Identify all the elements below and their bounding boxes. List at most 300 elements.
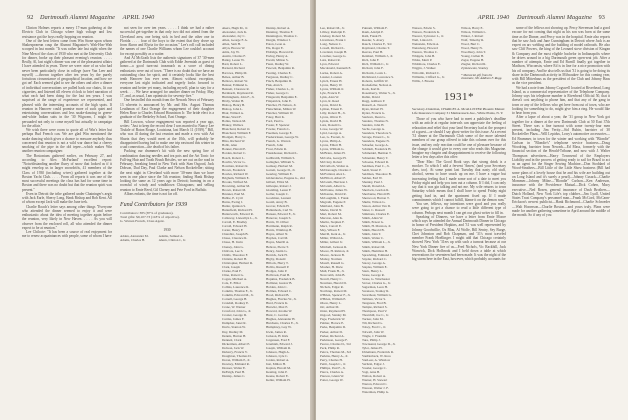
contributor-name: Collins, Laurence R. [222,285,250,289]
contributor-name: Adams, Charles H. [120,237,146,242]
contributor-name: Birmingham, John F., Jr. [222,94,255,99]
contributor-name: Sherlock, Gordon R. [362,187,390,192]
contributor-name: Stone, George R. [362,272,385,277]
page-header [22,14,154,21]
contributor-name: Fredericksen, George W. [266,135,299,140]
contributor-name: McElliott, Albert F. [320,175,346,180]
contributor-name: Ryder, Francis G. [362,110,386,115]
contributor-name: Goller, Joseph C. [266,191,289,196]
contributor-name: Tucker, John M. [362,317,384,322]
contributor-name: Moore, Jackson B. [320,252,345,257]
page-number: 92 [27,14,34,21]
contributor-name: Watson, Edwin S. [412,26,436,30]
contributor-name: Warner, H. Stewart [362,378,388,383]
contributor-name: Chandler, Joseph B. [222,232,249,237]
contributor-name: Pettit, Joseph C., Jr. [320,361,347,366]
contributor-name: Lynch, Ernest H. [320,78,343,83]
contributor-name: Brunner, Paul M. [222,191,245,196]
contributor-name: Perry, Charles H. [320,357,343,362]
contributor-name: Fletcher, H. Nelson, Jr. [266,102,297,107]
contributor-name: Bishop, John L. [222,106,243,111]
contributor-name: Hollister, Gustav B. [266,280,293,285]
contributor-name: Dampher, Janet R. [222,321,247,326]
contributor-name: Smith, Hamilton H. [362,248,389,253]
article-paragraph: Lee Chilcote: "It has been a source of real enjoyment for me to renew acquaintances with people, some of whom I have [22,230,112,239]
contributor-name: Henry, Justin G. [266,248,288,253]
contributor-list [320,26,360,382]
contributor-name: Shanley, Paul J. [362,179,383,184]
contributor-name: Seidman, Theodore B. [362,171,392,176]
article-paragraph: We had a note from Johnny Cogswell located at Riverhead, Long Island, as a commercial representative of the Telephone Company. Johnny says his telephone number is Riverhead Official 50, that it doesn't cost anything to phone him, and that any of the gang in town or any of the fellows who get here from out of town, who are looking for something to do, might give him a ring. He would like to hear from you. [512,85,610,115]
contributor-name: Just, Milton H. [266,361,286,366]
contributor-name: Grover, Edwin H. [266,204,290,209]
contributor-name: Phillips, Paul F., Jr. [320,365,346,370]
article-paragraph: Packing our drummer's kit with the new spring line of combination dancing needles and tea pots and the Art Tonic for Fall-ing Hair and Tooth Brush Bristles, we are out on the road in February, breaking bread in New York with Stan Osgood, Jack Dobson, Dud Day, Paul Clarke and Nelson Rockefeller; sitting the next night in Cleveland with more '30-men than we have seen in one place since the 5th reunion; finding Hank Bishop looking the same as 12 years ago in Detroit; burning in on a roomful of windy and windblown Chicagoans; and selling reunion to Ernie Reed, Gil Cheney and Pete Ford in Buffalo. [120,149,214,192]
contributor-name: McBrien, James H. [320,151,346,156]
contributor-name: Crosier, George D. [222,313,247,318]
contributor-name: Hodges, John P. [266,268,288,273]
fund-year: 1930 [163,227,171,232]
contributor-name: Lindsay, Robert M. [320,34,346,39]
contributor-name: Herrick, Jack H. [266,252,288,257]
contributor-name: Woodbury, John T. [461,50,486,55]
contributor-name: Rosenberry, Walter S., Jr. [362,90,396,95]
contributor-name: Bennett, Clarence R. [222,86,250,91]
contributor-name: Verlizzi, Edgar J. [362,361,385,366]
contributor-name: Smith, Harold B. [362,228,385,233]
contributor-name: Clark, Joseph [222,264,240,269]
contributor-name: Swanson, Stanley R. [362,289,390,294]
contributor-name: Rubin, David [362,94,380,99]
contributor-name: Hunt, C. Gordon [266,313,289,318]
contributor-name: Eaton, Leon A. [266,42,286,47]
contributor-name: Rich, John F. [362,58,380,63]
contributor-name: Parker, Arthur D. [320,329,343,334]
contributor-name: McFarland, Alex L. [320,171,347,176]
article-paragraph: some of the fellows not showing up. Percy Stevenson had a good excuse for not coming that night as his son was born at the same time as the Dinner, and Percy was in the hospital. Ernie also reports that he saw Jack and Jane Cunningham in Detroit where Jack is an expert on arc welding and the building of model railroads. He also saw Cliff Powers, the king of the Leonard stove division of Kingan & Company and the most eligible bachelor in Indianapolis where he drives around in a big Dartmouth green open-seat job. After a number of attempts, Ernie and Ed Burrill finally got together in Madison, Wisconsin, where Ed is in line for a nice promotion with his oil company. And he also tells us that '31 is going to be doing its share in the Dartmouth activity in Milwaukee for this coming year, with Bill Mitterhaus as the president of the Club and Johnny Haas as the vice president. [512,26,610,86]
contributor-name: McIlvaine, James W. [320,187,348,192]
contributor-name: Pierson, Glenn W. [320,374,344,379]
contributor-name: Stover, Charles G., Jr. [362,280,391,285]
contributor-name: Ford, Paul G. [266,119,284,124]
contributor-name: Russell, A. Newell [362,102,387,107]
contributor-name: Richard, John F. [362,66,384,71]
contributor-name: Hayes, Albert N. [266,232,289,237]
contributor-name: Sisson, Arthur Van D. [362,204,391,209]
contributor-name: Goodman, Laurent [266,195,291,200]
contributor-name: Richards, Louis L. [362,70,387,75]
contributor-name: Motley, Norman [320,256,342,261]
contributor-name: Lee, G. Everett, Jr. [320,135,345,140]
contributor-name: Williams, Clifford G., Jr. [412,74,445,79]
contributor-name: Browning, Arthur M. [222,183,251,188]
contributor-name: Frost, Edwin R. [266,147,287,152]
contributor-name: Lyons, David K. [320,102,342,107]
contributor-name: Hillock, Harry T. [266,260,289,265]
contributor-name: Zynkiewski, Stanley [461,66,489,71]
contributor-name: Putnam, William F. [362,26,388,30]
contributor-name: Chilcote, Lee S. [222,248,244,253]
class-heading: 1931* [444,90,474,103]
contributor-name: Sachs, George A. [362,127,385,132]
contributor-name: VanDerbeck, W. Ross [362,353,391,358]
contributor-name: Fletcher, William W. [266,110,294,115]
contributor-name: Bubbe, E. Cyril [222,195,243,200]
contributor-name: Brigham, William E. [222,175,250,180]
contributor-name: Sugarman, Leon H. [362,285,388,289]
contributor-name: Sanborn, Dean G. [362,115,386,120]
contributor-name: Weil, Linton D. [412,38,433,43]
contributor-name: Blodgett, Harry L. [222,135,247,140]
contributor-name: Gallbraith, William S. [266,155,296,160]
contributor-name: Weinstein, Edwin A. [412,42,440,47]
contributor-name: Gillespie, Robert J. [266,183,292,188]
contributor-name: Lyons, Henry W. [320,82,343,87]
contributor-name: Carroll, Edward H. [222,224,248,229]
contributor-name: Mart, Robert M. [320,212,342,217]
contributor-name: Hansen, Edward F., Jr. [266,212,296,217]
contributor-name: Stacey, George A. [362,260,386,265]
contributor-name: Bard, Robert L. [222,62,243,67]
contributor-name: Bishop, Henry B. [222,102,246,107]
contributor-name: Chase, Clarence R. [222,236,248,241]
article-paragraph: Those of you who have had to meet a publisher's deadline with an article at regular intervals can appreciate the feeling of relaxation and relief that your land Secretary had at the prospect of a guest—or should I say ghost-writer for this issue. At a recent '31 dinner at the Dartmouth Club some of the more talented members of our group offered to take this column over for this issue, and my only reaction could be one of pleasure because of the change it would give to every one who reads this Magazine. Imagine my chagrin and disappointment to receive the following letter a few days after this offer: [412,117,506,160]
contributor-name: Thompson, Paul V. [362,309,388,314]
contributor-name: Brooks, Wilfred M. [222,179,248,184]
contributor-name: Miller, Willard A. [320,236,344,241]
contributor-name: Mosher, H. Drew [320,264,343,269]
contributor-name: Dunning, Thomas F. [266,30,293,35]
contributor-name: Downey, Edmund R. [222,361,250,366]
contributor-name: Doughton, Thomas D. [222,353,252,358]
contributor-name: Carroll, E. Bradley [222,220,248,225]
contributor-name: Lee, Robert M., Jr. [320,26,345,30]
contributor-name: Dickerman, Albert E. [222,341,251,346]
contributor-name: Dennis, Burton H. [222,333,247,338]
contributor-name: Holden, John C. [266,285,288,289]
contributor-name: Tingle, J. Franklin [362,333,387,338]
contributor-name: Adams, Samuel A. [158,233,184,238]
contributor-name: Newcomb, John B. [320,272,346,277]
contributor-name: Kaplan, Harold M. [266,365,291,370]
contributor-name: Hallenbeck, Carl W. [266,208,293,213]
contributor-name: Northrup, Robert M. [320,289,348,294]
contributor-name: Nichols, Edgar R. [320,285,344,289]
contributor-name: Smith, Ernest G. [362,220,384,225]
contributor-name: Lyons, William G. [320,147,345,152]
contributor-name: Smith, John T. [362,232,382,237]
contributor-name: Stone, G. Winchester [362,276,391,281]
article-paragraph: One of the best letters came from Win Stone upon whom Shakespearean coup the Alumni Magazine's Wah-Hoo-Wah scooped in last month: "It was rather late last night when the Nine Men of the class of 1930 who met at the University Club for dinner, broke up their pleasant evening's reunion. . . . . Really, Al, last night's dinner was one of the pleasantest affairs I have attended in years. There we were: nine of us who had never been particularly close in college (save Van Leer and myself) —thrown together after ten years by the purely fortuitous circumstance of geographical location, and how we got on! Each seemed glad to see the others and after a dinner of individual conversations we pulled back our chairs, lit our cigarettes, and listened till eleven o'clock to brief narration of what each had been doing for the last ten years. I was surprised at the range of experience we represented, and pleased with the interesting accounts of the high spots. If reunion in Hanover could promise more of such quiet and entertaining conversations and less snake-dancing in green-and-white Indian suits in the '30 Wigwam, I might be persuaded not only to come myself but actually to campaign for the affair." [22,38,112,128]
article-paragraph: Bill Lowson, whose engagement was reported a year ago, writes: "Just to keep the record clear I was married to Nancy Lee Tisdale of Baton Rouge, Louisiana, last March 11 (1939)." Bill, who was ill during the last reunion and made a vow with Art Shurtz that they would meet at the 10th, will probably be disappointed having had to make one trip eastward this winter in a sad connection—the death of his father. [120,119,214,149]
contributor-name: Tyler, James H. [362,345,383,350]
article-paragraph: You see, fellows, my intentions were good and you really were going to get a chance to read a little different type of column. Perhaps next month I can get our ghost writer to fill in. [412,202,506,215]
contributor-name: Benner, Edmund G. [222,82,249,87]
contributor-name: Schaefer, George A. [362,143,389,148]
article-paragraph: One bestrolled this month from the Newark News of February 13 wherein is announced by Mr. and Mrs. August Thomas Leuthman of East Orange the engagement of their daughter Helen Rose to Charles Edward Houniston Jr. The bride elect is a graduate of the Berkeley School, East Orange. [120,98,214,120]
contributor-name: Rauh, Adolph P. [362,30,384,35]
page-number: 93 [598,14,605,21]
contributor-name: Fowler, Francis L. [266,127,291,132]
contributor-name: Day, Dudley M. [222,329,244,334]
contributor-name: Ewald, Milton S. [266,58,289,63]
contributor-name: Holbrook, Paul B. [266,272,290,277]
contributor-name: Butler, Quinton S. [222,204,247,209]
contributor-list [266,26,308,382]
article-column [120,26,214,242]
contributor-name: Hayden, Carl M. [266,236,289,241]
contributor-name: Ela, Roger E. [266,46,284,51]
contributor-name: Hayes, Merrill A. [266,240,290,245]
contributor-name: Gould, Avery B. [266,200,288,205]
contributor-name: Fawcett, Benjamin R. [266,66,295,71]
fund-class-agent: G. Warren French, Class Agent. [120,219,165,224]
contributor-name: Schneider, Henry T. [362,155,389,160]
contributor-name: Weissberg, Howard [412,46,438,51]
magazine-title: Dartmouth Alumni Magazine [517,14,592,21]
contributor-name: Christie, Robert H. [222,256,248,261]
contributor-name: Ziegler, Richard R. [461,62,487,67]
contributor-name: Keene, Robert E. [266,374,289,379]
contributor-name: Cogan, Michael A. [222,276,247,281]
contributor-name: Finch, Benjamin D. [266,78,293,83]
article-column [22,26,112,239]
contributor-name: Howard, Jerome W. [266,309,293,314]
contributor-name: Joseph, William R. [266,345,292,350]
contributor-name: Alexander, Jack K. [222,30,248,35]
article-paragraph: "Dear Mac: The Good Book says that strong drink is a mocker. To which I add a fervent 'Amen,' (and your Secretary does, too). At some point last Tuesday that nasty old stuff, alcohol, seems to have snuck up on me. I have a vague but increasing feeling that I made some sort of a date to meet you Friday night and help you turn out a column. If I did, I can only say that it was gin talking and not me. My wife returns to town Saturday which means that I shall have to spend Friday night getting load in, and the apartment fixed up. If I made commitments which I cannot fulfill, blame it on the demon rum." [412,159,506,202]
contributor-name: Tanganon, Fred B. [362,301,387,306]
issue-date: APRIL 1940 [477,14,510,21]
contributor-name: Gallagher, William S. [266,159,295,164]
fund-total-gifts: Total gifts: $9,107.73 (118% of objective). [120,215,180,220]
contributor-name: Conklin, Thomas F., Jr. [222,289,253,294]
article-paragraph: not seen for over ten years. . . . . I think we had a rather successful get-together in that only two did not attend from the Cleveland area, one being sick in bed and the other one in Florida . . . . four of the boys to the extent that they drove up from Akron and Elyria for the occasion." Lee's roll call included the names of one Charlie Williams whom Lee couldn't account for except possibly as a waiter. [120,26,214,56]
contributor-name: Reeves, Paul H. [362,50,384,55]
contributor-name: Austin, Charles F. [222,54,246,59]
contributor-name: Gladding, Lester F. [266,187,292,192]
contributor-name: Carter, Henry F. [222,228,244,233]
contributor-name: Shedd, Donald A. [362,183,386,188]
footnote: * Memorial gift from his classmate, Mr. Addison F. Rugg. [461,72,503,81]
contributor-name: Jeremiah, Edward J. [266,341,293,346]
contributor-name: Smith, H. Marston, Jr. [362,224,392,229]
contributor-name: Cole, E. Elliot [222,280,241,285]
article-paragraph: We wish there were room to quote all of Win's letter but perhaps Bud French can. We are glad Win mentioned the snake dancing which gives a chance to reassure anybody thus concerned that reunion is not a wild war dance but a cheery smoking of the pipe in the old tepee—which makes Win another reunion campaigner. [22,128,112,154]
contributor-name: Savage, Ernest L., Jr. [362,135,390,140]
contributor-name: Parkinson, George F. [320,337,348,342]
contributor-name: French, G. Warren [266,139,291,144]
contributor-name: Johnson, Lyle C. [266,353,289,358]
contributor-name: Page, Frederick W. [320,317,346,322]
contributor-name: Mull, Frank H., Jr. [320,268,345,273]
contributor-name: Lyons, William Jr. [320,86,345,91]
contributor-name: Martin, Stephen F. [320,220,345,225]
contributor-name: Walton, Robert A. [362,374,386,379]
contributor-name: Sherburne, Harold H. [362,191,391,196]
contributor-name: Garrett, George D., Jr. [266,167,296,172]
contributor-name: Parker, Richard A. [320,333,345,338]
contributor-name: Wiggin, J. Walker [412,66,436,71]
contributor-name: Blanchard, William F. [222,131,252,136]
contributor-name: Hobbs, Russell P. [266,264,290,269]
contributor-name: Jackson, H. Kirk [266,333,289,338]
contributor-name: Whipple, John B. [412,54,436,59]
contributor-name: DeFeigh, Paul H. [222,369,245,374]
contributor-name: Moore, H. Ralston, Jr. [320,248,350,253]
contributor-name: May, Wilson F. [320,228,341,233]
contributor-name: Ewing, Henry A. [266,54,289,59]
contributor-name: Ryan, Robert H. [362,106,384,111]
contributor-name: Rockefeller, Nelson A. [362,82,393,87]
contributor-name: Freeman, George E. [266,131,293,136]
contributor-name: Reeder, S. Avery [362,38,385,43]
contributor-name: Chase, H. Irwin [222,240,243,245]
contributor-name: Gildersleeve, Eugene G., 2nd [266,175,305,180]
contributor-name: Weston, Thomas C. [412,50,438,55]
contributor-name: Bobb, Alan [222,143,238,148]
contributor-name: Long, Nelson C. [320,42,342,47]
contributor-name: Peirce, Thomas M., 3rd [320,349,352,354]
contributor-name: Faust, Dudley W. [266,62,289,67]
contributor-name: Humphrey, Guy W. [266,325,292,330]
contributor-list [222,26,264,378]
contributor-name: VanLeer, A. Winslow [362,357,391,362]
contributor-name: Wilson, Harry E. [461,26,484,30]
contributor-name: Pierce, Charles A. [320,369,344,374]
contributor-name: Schoene, Edward R. [362,159,389,164]
contributor-name: Sanders, John H. [362,123,385,128]
contributor-name: Ferguson, Dudley C. [266,74,294,79]
contributor-name: Wilcomb, Richard C. [412,70,441,75]
contributor-name: Butterworth, Edward R. [222,212,254,217]
contributor-name: Lynk, Alan W. [320,94,340,99]
contributor-name: Winter, J. Robert [461,34,484,39]
contributor-name: Blakey, Wallace [222,123,244,128]
fund-names [120,234,214,242]
contributor-name: Lucke, Robert A. [320,70,343,75]
contributor-name: Marston, Alan K. [320,216,343,221]
contributor-name: Parks, Benjamin D. [320,325,346,330]
contributor-name: Miller, Gilbert Jr. [320,240,343,245]
contributor-name: Bowles, Richard W. [222,171,249,176]
contributor-name: Tallman, Victor S. [362,297,387,302]
contributor-name: Crawford, John G., Jr. [222,309,252,314]
contributor-name: French, John [266,143,284,148]
contributor-name: Pearce, Charles D., 3rd [320,341,351,346]
contributor-name: Lynde, David H. [320,119,342,124]
contributor-name: Warren, Edward C. [362,382,388,387]
contributor-list [362,26,408,394]
contributor-name: Davis, Stanton W. [222,325,246,330]
contributor-name: Foley, Burt K. [266,115,285,120]
article-column [412,117,506,262]
contributor-name: Amis, Jay W. [222,50,240,55]
contributor-name: Gilbert, Elliot M. [266,179,289,184]
contributor-name: Mitchell, Jackson R. [320,244,348,249]
contributor-name: Potter, George W. [320,378,344,383]
contributor-name: Fisher, Charles L., Jr. [266,86,295,91]
contributor-name: Newman, Harold D. [320,280,347,285]
contributor-name: Bellows, Robert W. [222,78,248,83]
article-paragraph: Even in Detroit the tribe gathered under Chaininger's aegis with Jack Earle, Sherry Long, Hank Bishop and Bob Kent. All of whom except Jack will make the June trek. [22,191,112,205]
article-paragraph: Clinton Holmes reports a merry 17-man gathering at the Electric Club in Chicago where high voltage and low resistance got the boys really hopping on reunion. [22,26,112,39]
contributor-name: Conklin, Edward M., Jr. [222,293,254,298]
contributor-name: Crane, W. Warner [222,305,246,310]
contributor-name: Marx, Carroll E. [320,224,342,229]
contributor-name: Vossler, George C. [362,365,387,370]
contributor-name: Durgin, Windsor J. [266,38,292,43]
contributor-name: Keller, William H. [266,378,291,383]
article-paragraph: Speaking of Dinners, we have a letter from Ernie Moore which says he attended the Annual Dartmouth Dinner in Chicago in honor of President Hopkins, and '31 was well represented by Johnny Goodwillie, Ox Blau, Al Wolfe, Bill Sentry, Sey Burge, Chet Johnston and Bob Chapman, and '31's most traveled member Frank Hoellinger. I might add that Chicago certainly showed New York '31ers up with such a turnout because at our New York Dinner five of us—Fred Nichols, Vic Rackhill, Jack Warwick, Dick Holbrook and I held down a table at which reservations for seventeen had been made. It was the night of the big storm here in the East, however, which probably accounts for [412,214,506,262]
contributor-name: Ahern, Clinton J., Jr. [158,237,186,242]
contributor-name: Schmidt, Frederick H. [362,147,392,152]
contributor-name: Johnson, Hugh A. [266,349,290,354]
contributor-name: McCulloch, Walter A. [320,163,349,168]
contributor-name: Irwin, James R. [266,329,287,334]
contributor-name: Simmons, Charles E. [362,212,390,217]
article-paragraph: Allons enfants, the time is not far off. [124,191,178,196]
contributor-name: Dobson, Jack W. [222,345,245,350]
contributor-name: Lyons, Philip A. [320,139,342,144]
contributor-name: Blair, Willard A. [222,110,244,115]
contributor-name: Doran, William P., Jr. [222,357,251,362]
contributor-name: Sanders, Thomas N. [362,119,389,124]
contributor-name: Frankhouser, Richard L. [266,151,299,156]
contributor-name: Townsend, George D., Jr. [362,341,396,346]
contributor-name: Dunlap, Robert A. [266,26,291,30]
contributor-name: Rugg, Addison P. [362,98,385,103]
contributor-name: Hurwitz, Max E. [266,305,289,310]
contributor-name: Merrill, Kent A., Jr. [320,232,346,237]
contributor-name: McDonough, Charles J. [320,167,352,172]
contributor-name: Lyons, Elliott H. [320,143,342,148]
contributor-name: Smith, Robert M. [362,244,386,249]
contributor-name: Orr, Arthur M. [320,305,340,310]
contributor-name: Lyons, Oliver E. [320,115,342,120]
article-paragraph: After a lapse of about a year, the '31 group in New York got together for a dinner at the new Dartmouth Club at 50 East 37th Street. There was a fine turnout with some twenty-four men present, including Jim Verity—Sid Rubin, barrister of 30 Rockefeller Plaza—Will Lepidus, Lowy's automotive accessories—Ed Brummer, in town for the winter and working with "Blondie" Carlson in "Blondie's" telephone service business—Doug Woodring, barrister from Newark—Ed Mass, formerly with the financial section of the Herald-Tribune, and now with J. Walter Thompson advertisers—Harry Townsend of the Employers Liability and in the process of getting ready to sail for Brazil to act as an agent for the Singer Sewing Machine—Don Stoddard of Wood-Struthers—Bill Little of the Little Show business (Bill had some plans of a lovely house that he and his wife are building out on Long Island and it's surely a pearl)—Johnny Cusack—Charlie Mommer—Johnny Milne—"Blondie" Carlson—Ken Anderson, insurance with the Providence Mutual—Dick Cohen, Macy executive—Ned Rosen, general insurance of Dash Brothers—Dutch Holland, New York Life's top clubber—Jim Lyall, United States Trust Company's personnel man—Frank McCord, McCann-Erickson's newest publicist—Hank Richmond—Charlie Schroeder—Walt Hoornson—Charlie Boston—and yours truly. Plans were made for another gathering sometime in April around the middle of the month. So if any of you [512,115,610,217]
contributor-name: Marks, David N. [320,208,343,213]
contributor-name: Eldridge, Howard R. [266,50,294,55]
contributor-name: Foster, F. Spencer [266,123,290,128]
contributor-name: Richmond, Lawrence S. [362,74,394,79]
contributor-name: Osler, Raymond H. [320,309,346,314]
contributor-name: Lowther, George G. [320,54,347,59]
contributor-name: Waterman, Philip G. [362,390,390,395]
contributor-name: Brown, Frederick [222,167,246,172]
contributor-name: Thornhill, Joe C., Jr. [362,313,390,318]
contributor-name: Perkins, Henry A., Jr. [320,353,349,358]
contributor-name: Palmer, Horace E. [320,321,345,326]
contributor-name: Raymond, Charles T. [362,46,390,51]
contributor-name: Clarke, Paul F. [222,268,242,273]
contributor-name: White, Mertt P. [412,58,433,63]
contributor-name: Wood, Henry N. [461,46,483,51]
contributor-name: Lynd, George A. [320,131,342,136]
contributor-name: Rock, Karl R. [362,86,381,91]
contributor-name: Christopher, Herbert R. [222,260,253,265]
contributor-name: Fearing, Charles E. [266,70,292,75]
contributor-name: Crandall, Rodney E. [222,301,249,306]
contributor-name: Cheney, John G. [222,244,244,249]
contributor-name: Callaway, Llewellyn L., Jr. [222,216,258,221]
contributor-name: Wood, Burt C. [461,42,481,47]
contributor-name: Livermore, Frank J. [320,38,347,43]
right-page [316,0,628,420]
contributor-name: Lyon, R. Reed [320,98,340,103]
contributor-list [412,26,457,83]
contributor-name: McKenna, David R. [320,191,347,196]
